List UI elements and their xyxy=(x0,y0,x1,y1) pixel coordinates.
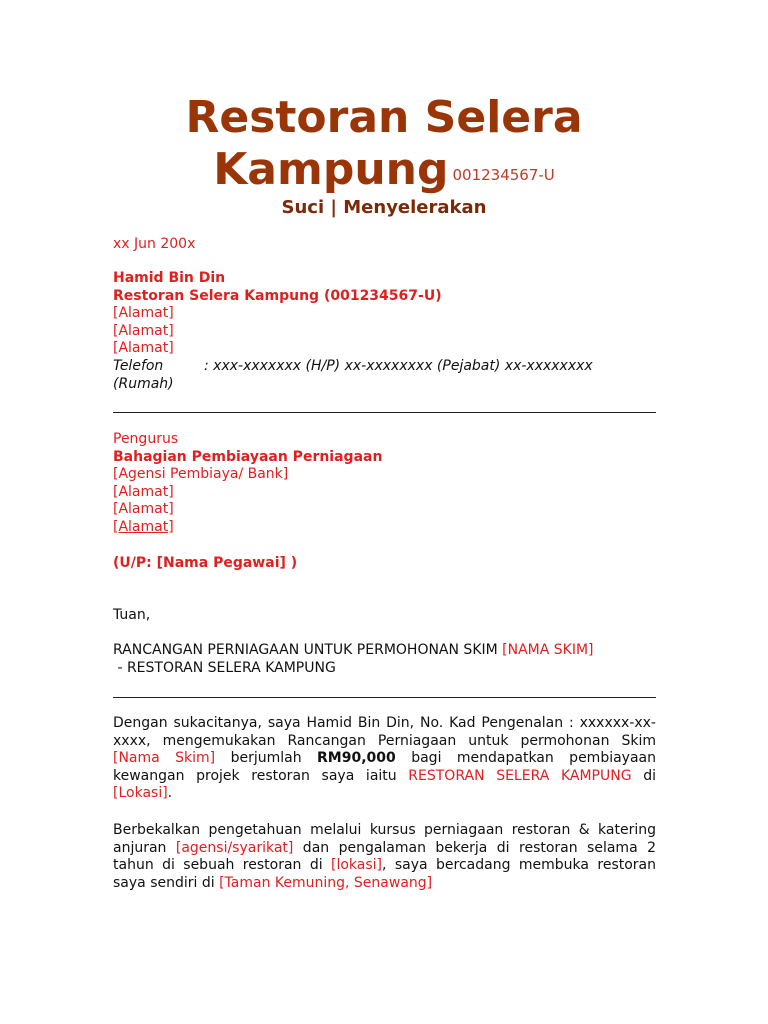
para1-scheme: [Nama Skim] xyxy=(113,750,216,767)
recipient-title: Pengurus xyxy=(113,431,179,447)
para1-text-5: . xyxy=(167,785,173,802)
subject-line2: - RESTORAN SELERA KAMPUNG xyxy=(113,659,336,676)
subject-line1: RANCANGAN PERNIAGAAN UNTUK PERMOHONAN SKIM xyxy=(113,642,503,658)
para1-amount: RM90,000 xyxy=(317,750,396,767)
phone-label: Telefon xyxy=(113,357,164,374)
attention-line: (U/P: [Nama Pegawai] ) xyxy=(113,555,298,571)
header-divider xyxy=(113,412,656,413)
tagline: Suci | Menyelerakan xyxy=(281,197,487,218)
para2-location: [lokasi] xyxy=(331,857,383,874)
sender-company: Restoran Selera Kampung (001234567-U) xyxy=(113,287,442,304)
letter-date: xx Jun 200x xyxy=(113,236,196,252)
sender-name: Hamid Bin Din xyxy=(113,270,226,286)
sender-address-3: [Alamat] xyxy=(113,340,174,357)
para1-location: [Lokasi] xyxy=(113,785,168,802)
recipient-address-1: [Alamat] xyxy=(113,483,174,500)
recipient-address-2: [Alamat] xyxy=(113,501,174,518)
recipient-block xyxy=(113,431,656,537)
sender-address-2: [Alamat] xyxy=(113,322,174,339)
phone-continuation: (Rumah) xyxy=(113,375,174,392)
para2-text-2: dan pengalaman bekerja di restoran selama 2 tahun di sebuah restoran di xyxy=(113,839,656,874)
para2-text-1: Berbekalkan pengetahuan melalui kursus perniagaan restoran & katering anjuran xyxy=(113,822,656,856)
paragraph-2 xyxy=(113,822,656,892)
para2-agency: [agensi/syarikat] xyxy=(175,839,294,856)
recipient-department: Bahagian Pembiayaan Perniagaan xyxy=(113,448,383,465)
subject-block xyxy=(113,642,656,677)
para1-text-3: bagi mendapatkan pembiayaan kewangan projek restoran saya iaitu xyxy=(113,750,656,784)
subject-underline xyxy=(113,697,656,698)
recipient-agency: [Agensi Pembiaya/ Bank] xyxy=(113,466,289,483)
paragraph-1 xyxy=(113,715,656,803)
sender-address-1: [Alamat] xyxy=(113,305,174,322)
para1-text-4: di xyxy=(631,767,656,784)
sender-block xyxy=(113,270,656,393)
company-title-line2 xyxy=(0,144,768,201)
recipient-address-3: [Alamat] xyxy=(113,518,174,535)
subject-scheme: [NAMA SKIM] xyxy=(502,642,594,658)
para1-text-1: Dengan sukacitanya, saya Hamid Bin Din, No. Kad Pengenalan : xxxxxx-xx-xxxx, mengemukakan Rancangan Perniagaan untuk permohonan Skim xyxy=(113,715,656,749)
company-title-kampung: Kampung xyxy=(213,144,449,195)
para1-restaurant: RESTORAN SELERA KAMPUNG xyxy=(408,767,632,784)
para2-taman: [Taman Kemuning, Senawang] xyxy=(219,874,433,891)
company-title-line1: Restoran Selera xyxy=(185,92,583,143)
salutation: Tuan, xyxy=(113,607,151,623)
registration-number: 001234567-U xyxy=(452,166,555,184)
para2-text-3: , saya bercadang membuka restoran saya sendiri di xyxy=(113,857,656,891)
para1-text-2: berjumlah xyxy=(215,750,318,767)
phone-value: : xxx-xxxxxxx (H/P) xx-xxxxxxxx (Pejabat) xx-xxxxxxxx xyxy=(204,357,593,374)
